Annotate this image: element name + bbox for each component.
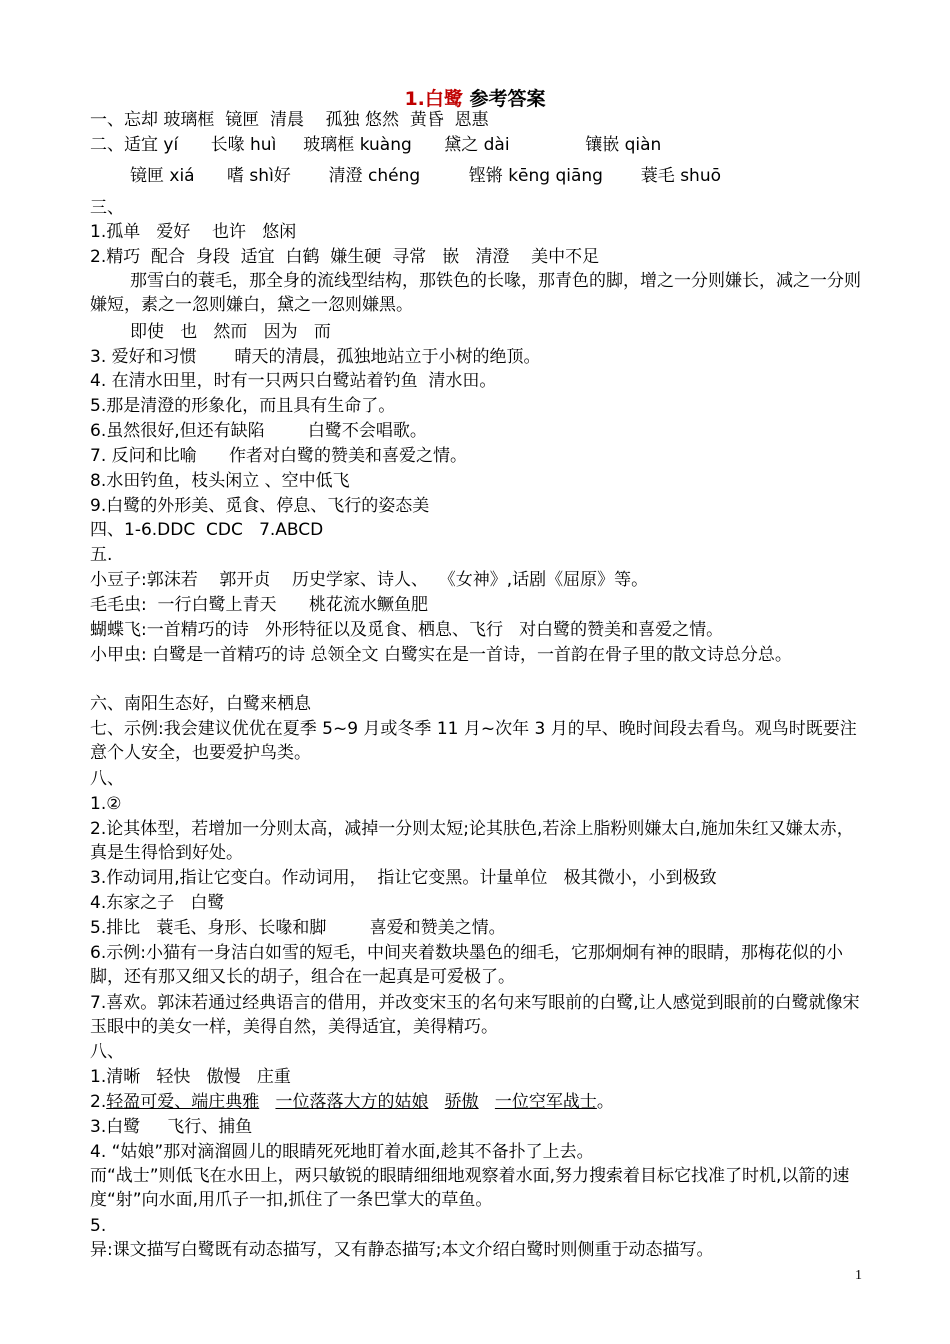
answer-3-8: 8.水田钓鱼，枝头闲立 、空中低飞	[90, 471, 350, 491]
answer-8-6: 6.示例:小猫有一身洁白如雪的短毛，中间夹着数块墨色的细毛，它那炯炯有神的眼睛，那梅花似的小脚，还有那又细又长的胡子，组合在一起真是可爱极了。	[90, 943, 843, 987]
title-number: 1.白鹭	[404, 88, 463, 110]
answer-3-4: 4. 在清水田里，时有一只两只白鹭站着钓鱼 清水田。	[90, 371, 497, 391]
answer-9-3: 3.白鹭 飞行、捕鱼	[90, 1117, 253, 1137]
answer-5-1: 小豆子:郭沫若 郭开贞 历史学家、诗人、 《女神》,话剧《屈原》等。	[90, 570, 649, 590]
answer-9-4-continued: 而“战士”则低飞在水田上，两只敏锐的眼睛细细地观察着水面,努力搜索着目标它找准了时机,以箭的速度“射”向水面,用爪子一扣,抓住了一条巴掌大的草鱼。	[90, 1166, 850, 1210]
answer-3-1: 1.孤单 爱好 也许 悠闲	[90, 222, 297, 242]
section-5-heading: 五.	[90, 545, 113, 565]
answer-3-9: 9.白鹭的外形美、觅食、停息、飞行的姿态美	[90, 496, 430, 516]
answer-9-1: 1.清晰 轻快 傲慢 庄重	[90, 1067, 291, 1087]
answer-9-2-c: 骄傲	[444, 1092, 479, 1112]
section-1: 一、忘却 玻璃框 镜匣 清晨 孤独 悠然 黄昏 恩惠	[90, 110, 489, 130]
page-number: 1	[855, 1268, 862, 1283]
answer-3-7: 7. 反问和比喻 作者对白鹭的赞美和喜爱之情。	[90, 446, 468, 466]
answer-9-2	[90, 1090, 614, 1114]
section-2-row-1: 二、适宜 yí 长喙 huì 玻璃框 kuàng 黛之 dài 镶嵌 qiàn	[90, 135, 662, 155]
answer-9-2-prefix: 2.	[90, 1092, 107, 1112]
answer-5-3: 蝴蝶飞:一首精巧的诗 外形特征以及觅食、栖息、飞行 对白鹭的赞美和喜爱之情。	[90, 620, 724, 640]
section-6: 六、南阳生态好，白鹭来栖息	[90, 694, 311, 714]
answer-9-4: 4. “姑娘”那对滴溜圆儿的眼睛死死地盯着水面,趁其不备扑了上去。	[90, 1142, 594, 1162]
section-2-row-2: 镜匣 xiá 嗜 shì好 清澄 chéng 铿锵 kēng qiāng 蓑毛 shuō	[130, 166, 722, 186]
answer-9-5: 5.	[90, 1216, 107, 1236]
answer-3-2-conjunctions: 即使 也 然而 因为 而	[130, 322, 331, 342]
section-3-heading: 三、	[90, 198, 124, 218]
answer-3-3: 3. 爱好和习惯 晴天的清晨，孤独地站立于小树的绝顶。	[90, 347, 541, 367]
answer-9-2-a: 轻盈可爱、端庄典雅	[106, 1092, 260, 1112]
answer-8-2: 2.论其体型，若增加一分则太高，减掉一分则太短;论其肤色,若涂上脂粉则嫌太白,施加朱红又嫌太赤，真是生得恰到好处。	[90, 819, 854, 863]
section-8-heading: 八、	[90, 769, 124, 789]
answer-3-2-passage: 那雪白的蓑毛，那全身的流线型结构，那铁色的长喙，那青色的脚，增之一分则嫌长，减之一分则嫌短，素之一忽则嫌白，黛之一忽则嫌黑。	[90, 271, 861, 315]
section-7: 七、示例:我会建议优优在夏季 5~9 月或冬季 11 月~次年 3 月的早、晚时间段去看鸟。观鸟时既要注意个人安全，也要爱护鸟类。	[90, 719, 857, 763]
answer-8-7: 7.喜欢。郭沫若通过经典语言的借用，并改变宋玉的名句来写眼前的白鹭,让人感觉到眼前的白鹭就像宋玉眼中的美女一样，美得自然，美得适宜，美得精巧。	[90, 993, 860, 1037]
answer-5-2: 毛毛虫: 一行白鹭上青天 桃花流水鳜鱼肥	[90, 595, 428, 615]
section-9-heading: 八、	[90, 1042, 124, 1062]
answer-8-4: 4.东家之子 白鹭	[90, 893, 225, 913]
answer-3-5: 5.那是清澄的形象化，而且具有生命了。	[90, 396, 396, 416]
page-title	[0, 84, 950, 111]
answer-8-5: 5.排比 蓑毛、身形、长喙和脚 喜爱和赞美之情。	[90, 918, 506, 938]
answer-3-2: 2.精巧 配合 身段 适宜 白鹤 嫌生硬 寻常 嵌 清澄 美中不足	[90, 247, 600, 267]
answer-9-2-d: 一位空军战士	[494, 1092, 597, 1112]
answer-8-3: 3.作动词用,指让它变白。作动词用， 指让它变黑。计量单位 极其微小，小到极致	[90, 868, 717, 888]
title-text: 参考答案	[469, 88, 546, 110]
answer-9-2-b: 一位落落大方的姑娘	[275, 1092, 429, 1112]
answer-9-2-end: 。	[596, 1092, 614, 1112]
section-4: 四、1-6.DDC CDC 7.ABCD	[90, 520, 324, 540]
answer-5-4: 小甲虫: 白鹭是一首精巧的诗 总领全文 白鹭实在是一首诗，一首韵在骨子里的散文诗总分总。	[90, 645, 792, 665]
answer-3-6: 6.虽然很好,但还有缺陷 白鹭不会唱歌。	[90, 421, 427, 441]
answer-8-1: 1.②	[90, 794, 122, 814]
answer-9-5-detail: 异:课文描写白鹭既有动态描写，又有静态描写;本文介绍白鹭时则侧重于动态描写。	[90, 1240, 714, 1260]
